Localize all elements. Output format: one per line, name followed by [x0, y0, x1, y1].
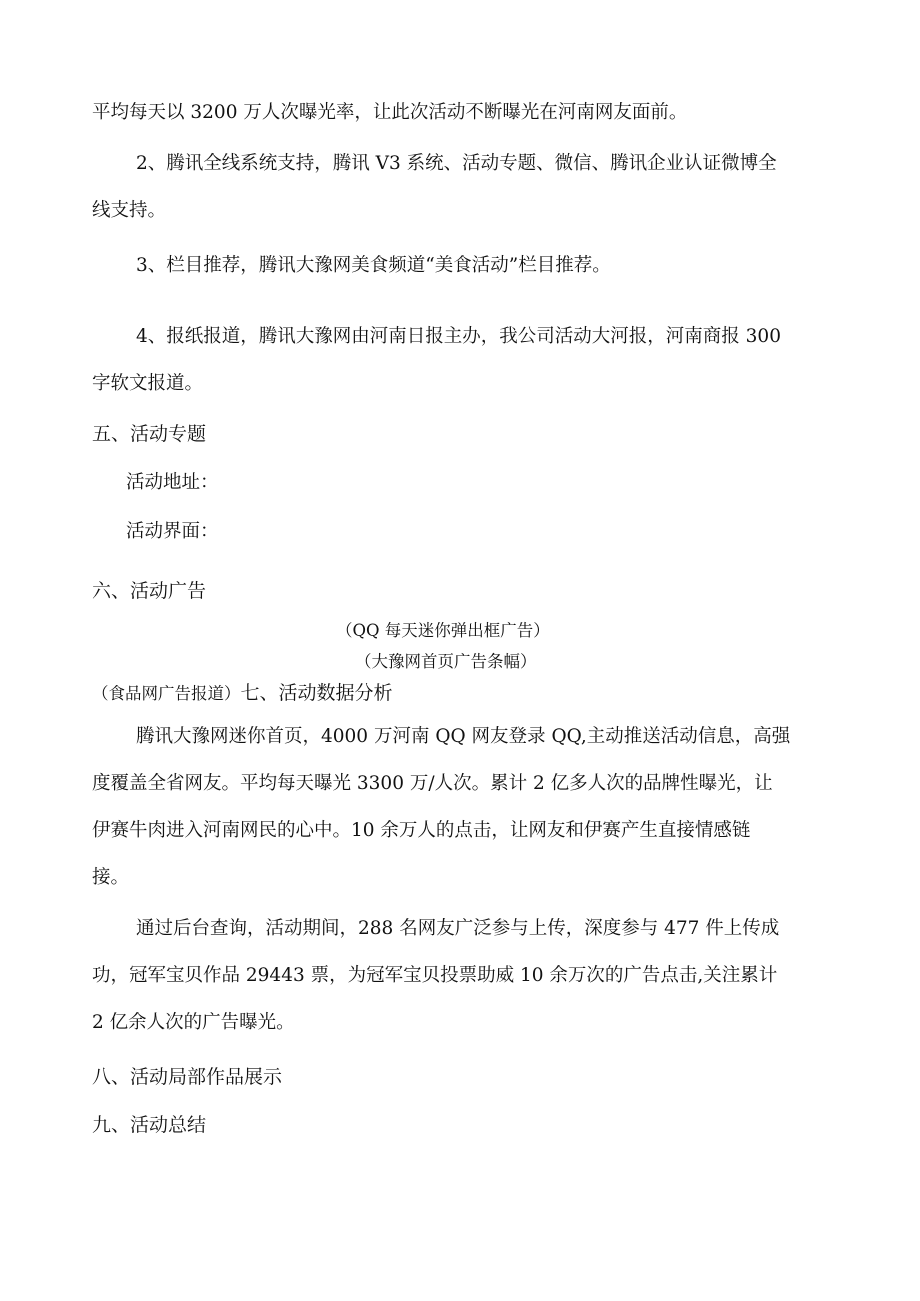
caption-food-net-ad: （食品网广告报道） — [92, 684, 241, 703]
item-4-line-1: 4、报纸报道，腾讯大豫网由河南日报主办，我公司活动大河报，河南商报 300 — [136, 326, 781, 347]
caption-food-net-row — [92, 678, 832, 705]
section-7-heading: 七、活动数据分析 — [240, 682, 393, 704]
intro-line-1: 平均每天以 3200 万人次曝光率，让此次活动不断曝光在河南网友面前。 — [92, 102, 688, 123]
activity-interface-label: 活动界面： — [126, 521, 219, 542]
section-5-heading: 五、活动专题 — [92, 423, 207, 445]
analysis-1-line-2: 度覆盖全省网友。平均每天曝光 3300 万/人次。累计 2 亿多人次的品牌性曝光，让 — [92, 773, 773, 794]
item-2-paragraph — [92, 149, 832, 222]
caption-dayu-banner-ad: （大豫网首页广告条幅） — [355, 652, 537, 671]
analysis-1-line-4: 接。 — [92, 867, 130, 888]
analysis-2-line-1: 通过后台查询，活动期间，288 名网友广泛参与上传，深度参与 477 件上传成 — [136, 918, 780, 939]
caption-qq-popup-ad: （QQ 每天迷你弹出框广告） — [336, 621, 550, 640]
data-analysis-paragraph-2 — [92, 914, 832, 1034]
section-9-heading: 九、活动总结 — [92, 1114, 207, 1136]
analysis-2-line-3: 2 亿余人次的广告曝光。 — [92, 1012, 295, 1033]
analysis-2-line-2: 功，冠军宝贝作品 29443 票，为冠军宝贝投票助威 10 余万次的广告点击,关注累计 — [92, 965, 778, 986]
item-2-line-2: 线支持。 — [92, 200, 167, 221]
analysis-1-line-3: 伊赛牛肉进入河南网民的心中。10 余万人的点击，让网友和伊赛产生直接情感链 — [92, 820, 751, 841]
analysis-1-line-1: 腾讯大豫网迷你首页，4000 万河南 QQ 网友登录 QQ,主动推送活动信息，高强 — [136, 726, 791, 747]
item-3-paragraph — [92, 251, 832, 277]
section-8-heading: 八、活动局部作品展示 — [92, 1066, 283, 1088]
item-2-line-1: 2、腾讯全线系统支持，腾讯 V3 系统、活动专题、微信、腾讯企业认证微博全 — [136, 153, 777, 174]
item-4-paragraph — [92, 322, 832, 395]
section-6-heading: 六、活动广告 — [92, 580, 207, 602]
intro-paragraph — [92, 98, 832, 124]
item-3-line-1: 3、栏目推荐，腾讯大豫网美食频道“美食活动”栏目推荐。 — [136, 255, 611, 276]
activity-address-label: 活动地址： — [126, 472, 219, 493]
item-4-line-2: 字软文报道。 — [92, 373, 204, 394]
data-analysis-paragraph-1 — [92, 722, 832, 889]
